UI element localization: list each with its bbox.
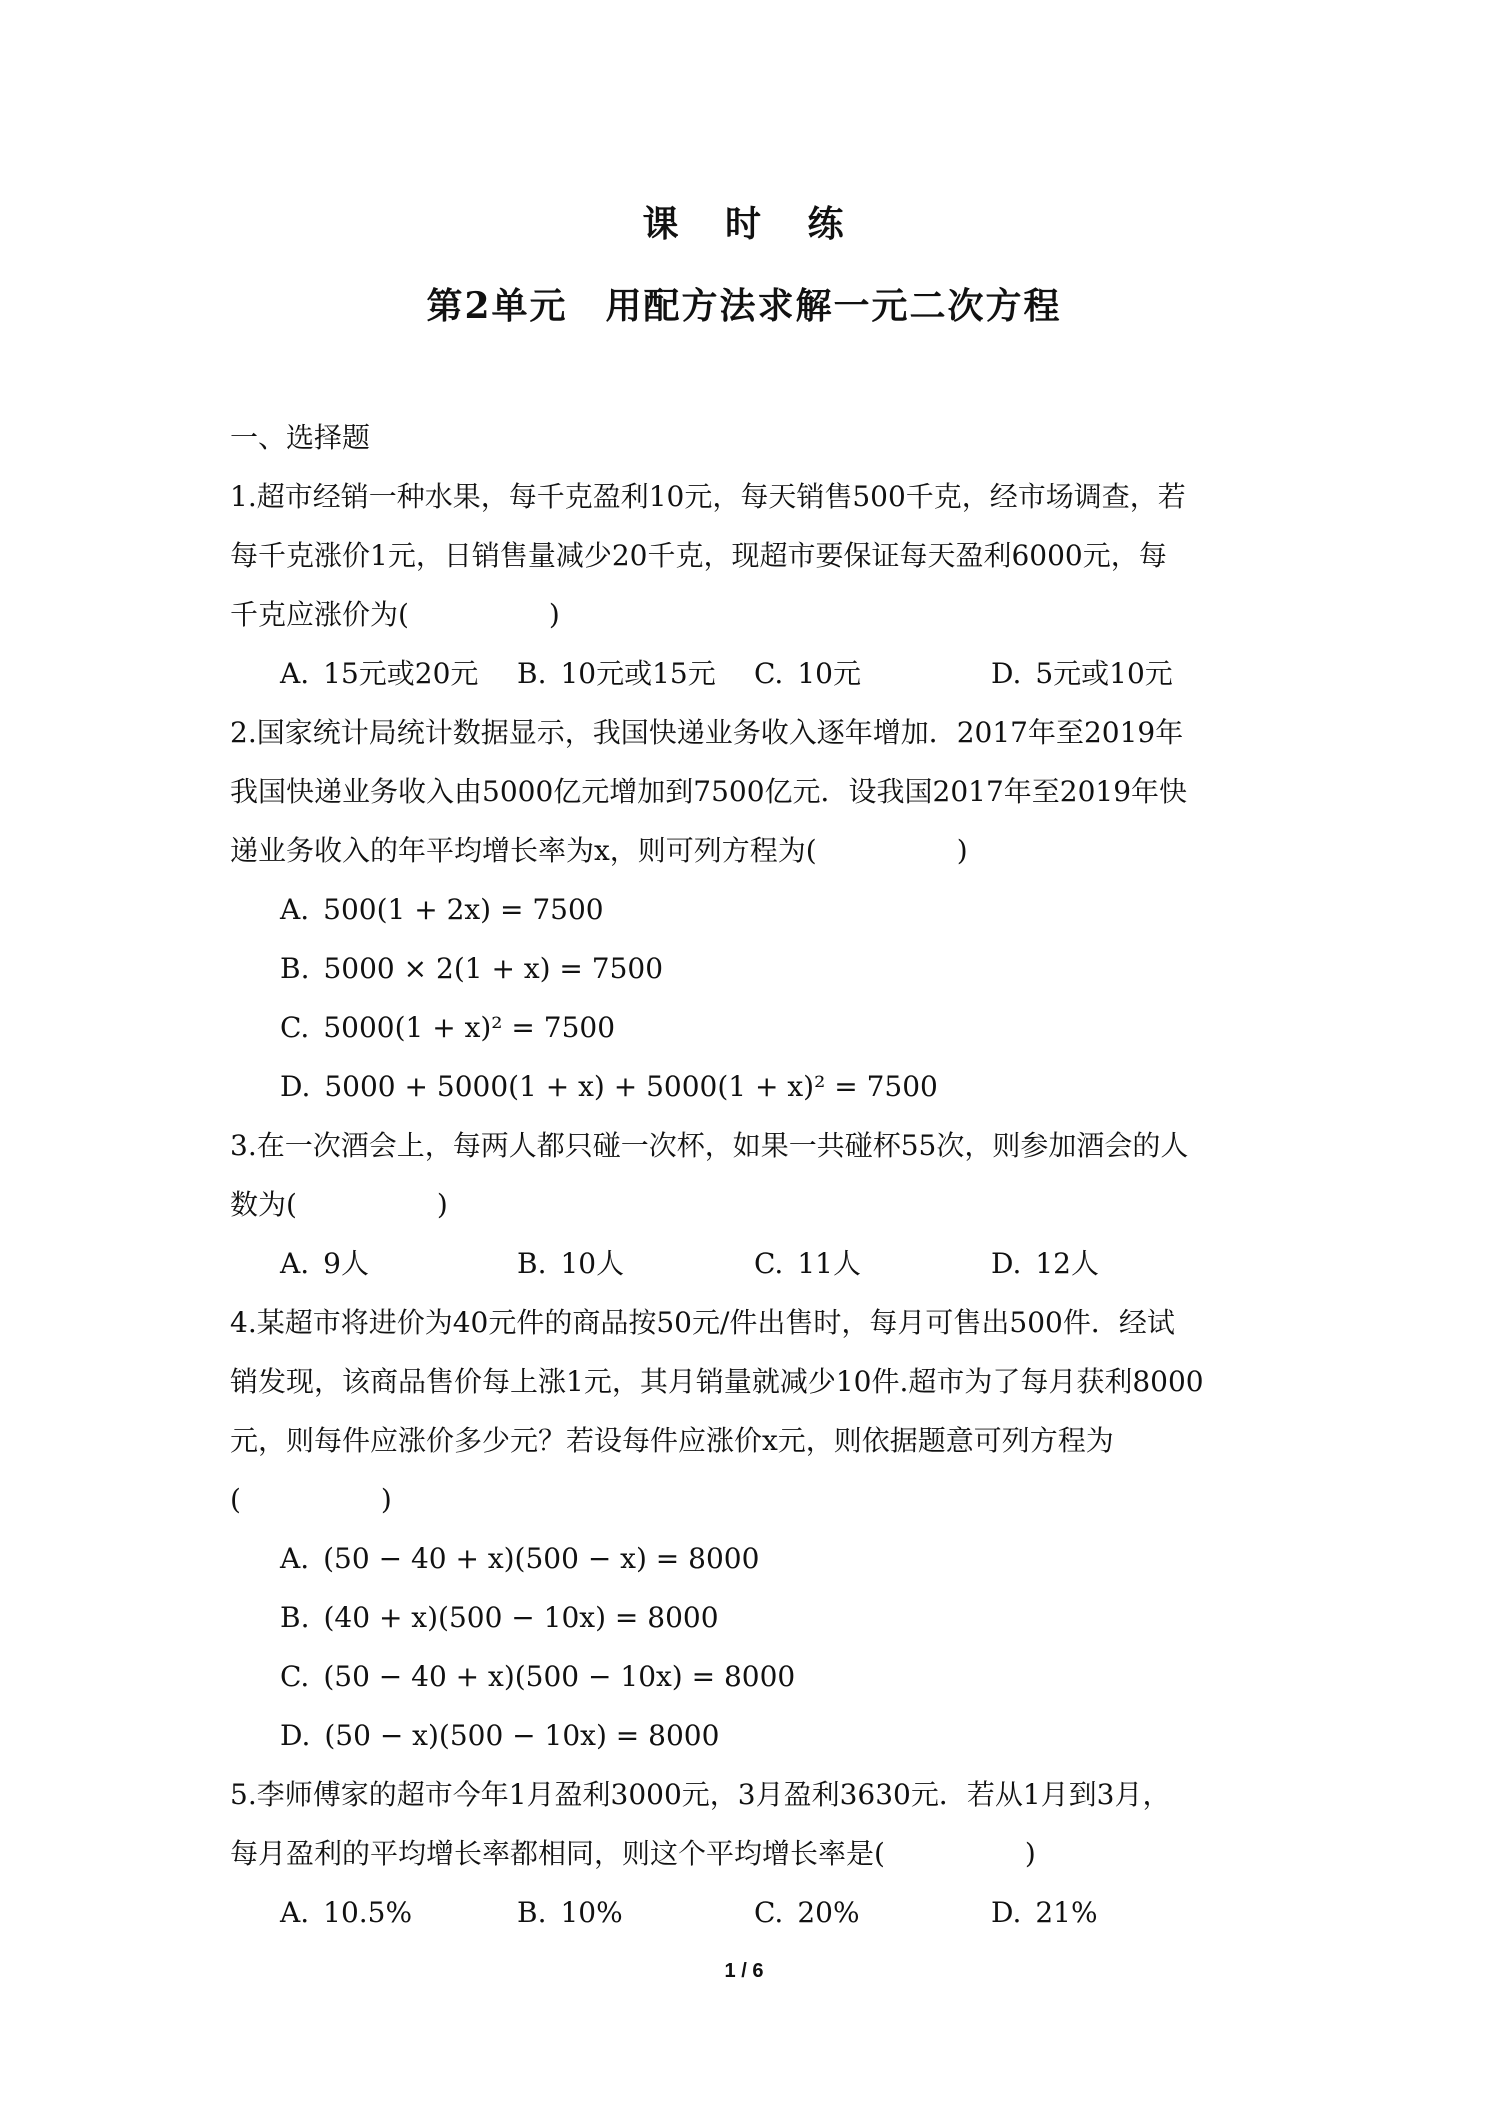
option-label: B. [517,1247,547,1280]
option-text: 11人 [797,1247,861,1280]
question-line: 数为( ) [230,1188,448,1221]
option-text: 10人 [560,1247,625,1280]
option-row [230,1234,1275,1293]
question-line: 元，则每件应涨价多少元？若设每件应涨价x元，则依据题意可列方程为 [230,1424,1114,1457]
option-d [991,1883,1228,1942]
option-text: 10% [560,1896,623,1929]
question-line: ( ) [230,1483,392,1516]
option-c [754,644,991,703]
option-a [230,880,1275,939]
option-label: D. [280,1070,311,1103]
option-c [230,1647,1275,1706]
option-text: (50 − 40 + x)(500 − x) = 8000 [323,1542,760,1575]
question-line: 我国快递业务收入由5000亿元增加到7500亿元．设我国2017年至2019年快 [230,775,1188,808]
question-line: 3.在一次酒会上，每两人都只碰一次杯，如果一共碰杯55次，则参加酒会的人 [230,1129,1189,1162]
question-line: 4.某超市将进价为40元件的商品按50元/件出售时，每月可售出500件．经试 [230,1306,1175,1339]
option-d [230,1706,1275,1765]
option-c [230,998,1275,1057]
option-a [230,1529,1275,1588]
option-a [280,1234,517,1293]
option-label: C. [280,1011,310,1044]
option-d [991,644,1228,703]
option-label: B. [280,952,310,985]
option-label: C. [754,657,784,690]
option-label: B. [517,1896,547,1929]
option-b [517,1883,754,1942]
option-label: C. [754,1247,784,1280]
question-3 [230,1116,1275,1293]
option-label: D. [280,1719,311,1752]
option-c [754,1883,991,1942]
option-label: D. [991,1247,1022,1280]
question-1 [230,467,1275,703]
page-title: 课 时 练 [642,203,846,245]
option-label: D. [991,657,1022,690]
option-text: (50 − 40 + x)(500 − 10x) = 8000 [323,1660,796,1693]
option-b [230,939,1275,998]
option-label: B. [280,1601,310,1634]
option-text: 5000 + 5000(1 + x) + 5000(1 + x)² = 7500 [324,1070,938,1103]
option-label: A. [280,1542,310,1575]
option-text: 500(1 + 2x) = 7500 [323,893,604,926]
option-d [991,1234,1228,1293]
option-label: C. [754,1896,784,1929]
option-label: A. [280,893,310,926]
question-line: 每月盈利的平均增长率都相同，则这个平均增长率是( ) [230,1837,1036,1870]
page-subtitle: 第2单元 用配方法求解一元二次方程 [426,285,1062,327]
option-label: A. [280,1247,310,1280]
question-line: 每千克涨价1元，日销售量减少20千克，现超市要保证每天盈利6000元，每 [230,539,1167,572]
option-label: A. [280,1896,310,1929]
page-number: 1 / 6 [724,1960,764,1982]
option-b [517,644,754,703]
option-text: 15元或20元 [323,657,479,690]
option-d [230,1057,1275,1116]
option-text: 20% [797,1896,860,1929]
question-line: 1.超市经销一种水果，每千克盈利10元，每天销售500千克，经市场调查，若 [230,480,1186,513]
option-text: (40 + x)(500 − 10x) = 8000 [323,1601,719,1634]
option-row [230,1883,1275,1942]
question-4 [230,1293,1275,1765]
option-label: A. [280,657,310,690]
option-a [280,644,517,703]
option-text: 5000(1 + x)² = 7500 [323,1011,616,1044]
option-text: 12人 [1035,1247,1099,1280]
section-heading: 一、选择题 [230,421,371,454]
question-body [230,408,1275,1942]
question-line: 5.李师傅家的超市今年1月盈利3000元，3月盈利3630元．若从1月到3月， [230,1778,1171,1811]
option-b [230,1588,1275,1647]
option-a [280,1883,517,1942]
option-text: 10.5% [323,1896,413,1929]
option-label: B. [517,657,547,690]
question-line: 销发现，该商品售价每上涨1元，其月销量就减少10件.超市为了每月获利8000 [230,1365,1204,1398]
option-text: 10元 [797,657,861,690]
option-text: 5000 × 2(1 + x) = 7500 [323,952,664,985]
option-label: D. [991,1896,1022,1929]
option-row [230,644,1275,703]
option-label: C. [280,1660,310,1693]
question-line: 千克应涨价为( ) [230,598,560,631]
option-b [517,1234,754,1293]
option-c [754,1234,991,1293]
option-text: 21% [1035,1896,1098,1929]
question-2 [230,703,1275,1116]
option-text: 5元或10元 [1035,657,1173,690]
question-line: 2.国家统计局统计数据显示，我国快递业务收入逐年增加．2017年至2019年 [230,716,1184,749]
question-5 [230,1765,1275,1942]
question-line: 递业务收入的年平均增长率为x，则可列方程为( ) [230,834,968,867]
option-text: 9人 [323,1247,369,1280]
option-text: 10元或15元 [560,657,716,690]
option-text: (50 − x)(500 − 10x) = 8000 [324,1719,720,1752]
